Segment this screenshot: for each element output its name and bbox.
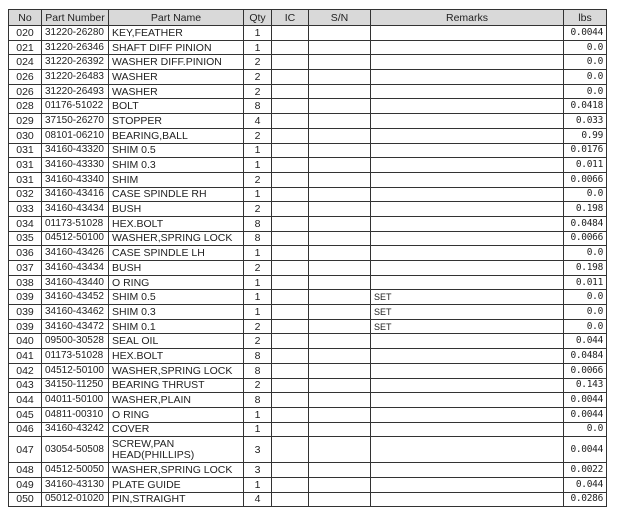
cell-sn (309, 463, 371, 478)
header-lbs: lbs (564, 10, 607, 26)
cell-part-name: HEX.BOLT (109, 349, 244, 364)
cell-remarks (371, 363, 564, 378)
cell-sn (309, 99, 371, 114)
cell-qty: 2 (244, 172, 272, 187)
cell-sn (309, 246, 371, 261)
cell-lbs: 0.143 (564, 378, 607, 393)
cell-part-number: 34160-43242 (42, 422, 109, 437)
cell-no: 031 (9, 172, 42, 187)
cell-no: 037 (9, 261, 42, 276)
cell-ic (272, 26, 309, 41)
cell-lbs: 0.198 (564, 261, 607, 276)
cell-part-name: O RING (109, 275, 244, 290)
cell-lbs: 0.0044 (564, 437, 607, 463)
cell-remarks (371, 216, 564, 231)
cell-sn (309, 290, 371, 305)
cell-ic (272, 437, 309, 463)
cell-sn (309, 422, 371, 437)
table-row (9, 55, 607, 70)
cell-part-number: 34160-43416 (42, 187, 109, 202)
cell-lbs: 0.198 (564, 202, 607, 217)
cell-sn (309, 407, 371, 422)
cell-ic (272, 55, 309, 70)
header-row (9, 10, 607, 26)
cell-remarks (371, 261, 564, 276)
cell-lbs: 0.0484 (564, 349, 607, 364)
table-row (9, 334, 607, 349)
table-row (9, 114, 607, 129)
cell-part-number: 04512-50050 (42, 463, 109, 478)
cell-part-name: SHIM 0.3 (109, 305, 244, 320)
cell-no: 042 (9, 363, 42, 378)
cell-sn (309, 393, 371, 408)
cell-qty: 8 (244, 99, 272, 114)
table-row (9, 349, 607, 364)
table-row (9, 70, 607, 85)
cell-lbs: 0.0044 (564, 26, 607, 41)
cell-sn (309, 275, 371, 290)
cell-sn (309, 26, 371, 41)
cell-ic (272, 128, 309, 143)
cell-qty: 1 (244, 246, 272, 261)
cell-lbs: 0.0066 (564, 172, 607, 187)
cell-qty: 1 (244, 143, 272, 158)
table-row (9, 40, 607, 55)
cell-remarks (371, 492, 564, 507)
cell-part-name: COVER (109, 422, 244, 437)
table-row (9, 99, 607, 114)
cell-lbs: 0.0484 (564, 216, 607, 231)
cell-sn (309, 492, 371, 507)
cell-lbs: 0.0 (564, 290, 607, 305)
cell-qty: 1 (244, 477, 272, 492)
cell-ic (272, 202, 309, 217)
cell-part-name: O RING (109, 407, 244, 422)
cell-ic (272, 231, 309, 246)
cell-no: 050 (9, 492, 42, 507)
cell-remarks (371, 477, 564, 492)
cell-remarks (371, 70, 564, 85)
cell-qty: 2 (244, 84, 272, 99)
cell-no: 041 (9, 349, 42, 364)
cell-part-number: 04512-50100 (42, 231, 109, 246)
cell-qty: 2 (244, 319, 272, 334)
table-row (9, 463, 607, 478)
cell-part-name: WASHER,SPRING LOCK (109, 231, 244, 246)
cell-part-name: BUSH (109, 202, 244, 217)
cell-part-name: SHIM 0.5 (109, 290, 244, 305)
table-row (9, 246, 607, 261)
cell-part-number: 04811-00310 (42, 407, 109, 422)
cell-part-number: 34160-43340 (42, 172, 109, 187)
cell-sn (309, 319, 371, 334)
cell-remarks (371, 231, 564, 246)
cell-part-name: BUSH (109, 261, 244, 276)
cell-qty: 3 (244, 463, 272, 478)
cell-ic (272, 349, 309, 364)
cell-sn (309, 55, 371, 70)
cell-ic (272, 378, 309, 393)
cell-no: 026 (9, 84, 42, 99)
cell-sn (309, 231, 371, 246)
cell-part-number: 34160-43434 (42, 261, 109, 276)
cell-part-number: 34150-11250 (42, 378, 109, 393)
cell-qty: 4 (244, 492, 272, 507)
cell-remarks (371, 172, 564, 187)
table-row (9, 477, 607, 492)
cell-sn (309, 143, 371, 158)
cell-no: 033 (9, 202, 42, 217)
cell-part-name: WASHER,SPRING LOCK (109, 463, 244, 478)
cell-part-number: 31220-26392 (42, 55, 109, 70)
cell-remarks (371, 246, 564, 261)
table-row (9, 305, 607, 320)
cell-qty: 8 (244, 231, 272, 246)
cell-qty: 4 (244, 114, 272, 129)
cell-no: 047 (9, 437, 42, 463)
cell-lbs: 0.044 (564, 334, 607, 349)
cell-ic (272, 305, 309, 320)
cell-lbs: 0.0 (564, 40, 607, 55)
table-row (9, 158, 607, 173)
cell-part-name: CASE SPINDLE LH (109, 246, 244, 261)
cell-remarks (371, 334, 564, 349)
cell-qty: 1 (244, 290, 272, 305)
cell-part-name: SCREW,PAN HEAD(PHILLIPS) (109, 437, 244, 463)
cell-remarks: SET (371, 305, 564, 320)
cell-part-number: 37150-26270 (42, 114, 109, 129)
cell-part-number: 01173-51028 (42, 216, 109, 231)
cell-ic (272, 70, 309, 85)
table-row (9, 26, 607, 41)
cell-sn (309, 437, 371, 463)
cell-lbs: 0.0 (564, 55, 607, 70)
cell-no: 048 (9, 463, 42, 478)
table-row (9, 492, 607, 507)
table-row (9, 378, 607, 393)
cell-sn (309, 128, 371, 143)
cell-qty: 2 (244, 202, 272, 217)
cell-ic (272, 143, 309, 158)
cell-part-number: 01173-51028 (42, 349, 109, 364)
cell-part-name: BOLT (109, 99, 244, 114)
cell-qty: 1 (244, 305, 272, 320)
cell-part-name: BEARING THRUST (109, 378, 244, 393)
cell-part-name: WASHER (109, 84, 244, 99)
cell-lbs: 0.011 (564, 158, 607, 173)
cell-qty: 1 (244, 26, 272, 41)
cell-lbs: 0.0 (564, 422, 607, 437)
cell-qty: 1 (244, 40, 272, 55)
cell-lbs: 0.99 (564, 128, 607, 143)
cell-sn (309, 378, 371, 393)
table-row (9, 128, 607, 143)
cell-part-name: SHAFT DIFF PINION (109, 40, 244, 55)
cell-qty: 1 (244, 187, 272, 202)
cell-ic (272, 187, 309, 202)
cell-part-name: SHIM (109, 172, 244, 187)
cell-qty: 2 (244, 128, 272, 143)
table-row (9, 363, 607, 378)
header-no: No (9, 10, 42, 26)
cell-part-number: 34160-43330 (42, 158, 109, 173)
table-row (9, 261, 607, 276)
table-row (9, 231, 607, 246)
table-row (9, 143, 607, 158)
cell-lbs: 0.0418 (564, 99, 607, 114)
table-row (9, 187, 607, 202)
cell-no: 021 (9, 40, 42, 55)
cell-lbs: 0.0176 (564, 143, 607, 158)
cell-qty: 2 (244, 261, 272, 276)
table-row (9, 437, 607, 463)
cell-part-name: WASHER DIFF.PINION (109, 55, 244, 70)
cell-no: 049 (9, 477, 42, 492)
cell-ic (272, 319, 309, 334)
cell-remarks (371, 187, 564, 202)
cell-part-number: 31220-26280 (42, 26, 109, 41)
cell-remarks (371, 114, 564, 129)
cell-lbs: 0.0 (564, 187, 607, 202)
cell-part-number: 04011-50100 (42, 393, 109, 408)
cell-part-number: 08101-06210 (42, 128, 109, 143)
cell-no: 040 (9, 334, 42, 349)
cell-part-name: SHIM 0.3 (109, 158, 244, 173)
cell-remarks (371, 378, 564, 393)
cell-lbs: 0.0 (564, 84, 607, 99)
cell-ic (272, 477, 309, 492)
cell-ic (272, 216, 309, 231)
cell-lbs: 0.0066 (564, 231, 607, 246)
cell-ic (272, 363, 309, 378)
cell-remarks (371, 275, 564, 290)
cell-qty: 8 (244, 393, 272, 408)
cell-sn (309, 187, 371, 202)
cell-no: 034 (9, 216, 42, 231)
cell-lbs: 0.0022 (564, 463, 607, 478)
cell-ic (272, 407, 309, 422)
cell-lbs: 0.0044 (564, 407, 607, 422)
cell-part-name: KEY,FEATHER (109, 26, 244, 41)
table-row (9, 393, 607, 408)
cell-qty: 2 (244, 334, 272, 349)
header-part-number: Part Number (42, 10, 109, 26)
cell-part-number: 05012-01020 (42, 492, 109, 507)
table-row (9, 172, 607, 187)
cell-ic (272, 393, 309, 408)
cell-part-name: STOPPER (109, 114, 244, 129)
cell-no: 035 (9, 231, 42, 246)
cell-no: 039 (9, 305, 42, 320)
cell-remarks (371, 202, 564, 217)
cell-lbs: 0.044 (564, 477, 607, 492)
cell-no: 031 (9, 143, 42, 158)
cell-qty: 8 (244, 363, 272, 378)
cell-ic (272, 246, 309, 261)
cell-qty: 1 (244, 158, 272, 173)
cell-part-number: 04512-50100 (42, 363, 109, 378)
cell-sn (309, 172, 371, 187)
cell-part-name: PLATE GUIDE (109, 477, 244, 492)
cell-ic (272, 275, 309, 290)
cell-part-number: 31220-26346 (42, 40, 109, 55)
cell-lbs: 0.0044 (564, 393, 607, 408)
cell-part-name: HEX.BOLT (109, 216, 244, 231)
cell-sn (309, 114, 371, 129)
cell-remarks (371, 99, 564, 114)
cell-part-name: WASHER,SPRING LOCK (109, 363, 244, 378)
cell-qty: 2 (244, 55, 272, 70)
cell-lbs: 0.0 (564, 319, 607, 334)
header-part-name: Part Name (109, 10, 244, 26)
cell-no: 024 (9, 55, 42, 70)
cell-lbs: 0.011 (564, 275, 607, 290)
cell-part-name: BEARING,BALL (109, 128, 244, 143)
table-row (9, 407, 607, 422)
cell-part-number: 09500-30528 (42, 334, 109, 349)
cell-sn (309, 70, 371, 85)
cell-sn (309, 216, 371, 231)
cell-sn (309, 305, 371, 320)
cell-no: 038 (9, 275, 42, 290)
cell-ic (272, 114, 309, 129)
cell-qty: 8 (244, 216, 272, 231)
cell-remarks (371, 437, 564, 463)
cell-lbs: 0.0286 (564, 492, 607, 507)
cell-qty: 1 (244, 422, 272, 437)
cell-qty: 8 (244, 349, 272, 364)
cell-qty: 3 (244, 437, 272, 463)
cell-remarks (371, 463, 564, 478)
cell-part-number: 31220-26483 (42, 70, 109, 85)
cell-part-number: 34160-43440 (42, 275, 109, 290)
cell-ic (272, 463, 309, 478)
cell-part-number: 34160-43320 (42, 143, 109, 158)
cell-part-number: 03054-50508 (42, 437, 109, 463)
cell-sn (309, 477, 371, 492)
cell-sn (309, 158, 371, 173)
cell-part-number: 34160-43434 (42, 202, 109, 217)
table-row (9, 275, 607, 290)
cell-part-number: 34160-43472 (42, 319, 109, 334)
cell-part-number: 34160-43130 (42, 477, 109, 492)
cell-no: 044 (9, 393, 42, 408)
cell-no: 045 (9, 407, 42, 422)
cell-ic (272, 261, 309, 276)
cell-part-number: 01176-51022 (42, 99, 109, 114)
cell-sn (309, 40, 371, 55)
cell-no: 036 (9, 246, 42, 261)
cell-no: 032 (9, 187, 42, 202)
header-ic: IC (272, 10, 309, 26)
cell-qty: 2 (244, 70, 272, 85)
cell-lbs: 0.0066 (564, 363, 607, 378)
cell-remarks (371, 422, 564, 437)
cell-sn (309, 84, 371, 99)
cell-no: 030 (9, 128, 42, 143)
cell-part-number: 34160-43426 (42, 246, 109, 261)
cell-remarks (371, 158, 564, 173)
header-remarks: Remarks (371, 10, 564, 26)
cell-remarks (371, 407, 564, 422)
cell-sn (309, 349, 371, 364)
cell-remarks: SET (371, 290, 564, 305)
cell-sn (309, 363, 371, 378)
cell-remarks (371, 40, 564, 55)
cell-remarks (371, 55, 564, 70)
cell-lbs: 0.0 (564, 305, 607, 320)
table-row (9, 319, 607, 334)
cell-ic (272, 172, 309, 187)
cell-lbs: 0.0 (564, 246, 607, 261)
cell-no: 028 (9, 99, 42, 114)
cell-ic (272, 422, 309, 437)
cell-remarks (371, 143, 564, 158)
cell-qty: 1 (244, 275, 272, 290)
cell-remarks (371, 128, 564, 143)
cell-part-name: CASE SPINDLE RH (109, 187, 244, 202)
cell-remarks: SET (371, 319, 564, 334)
table-row (9, 216, 607, 231)
cell-no: 039 (9, 319, 42, 334)
cell-qty: 1 (244, 407, 272, 422)
cell-part-name: WASHER (109, 70, 244, 85)
cell-ic (272, 158, 309, 173)
cell-remarks (371, 26, 564, 41)
cell-ic (272, 290, 309, 305)
cell-part-number: 31220-26493 (42, 84, 109, 99)
cell-part-number: 34160-43462 (42, 305, 109, 320)
cell-ic (272, 99, 309, 114)
cell-part-name: SEAL OIL (109, 334, 244, 349)
cell-no: 043 (9, 378, 42, 393)
cell-no: 046 (9, 422, 42, 437)
cell-ic (272, 492, 309, 507)
cell-remarks (371, 84, 564, 99)
cell-part-number: 34160-43452 (42, 290, 109, 305)
cell-part-name: WASHER,PLAIN (109, 393, 244, 408)
cell-no: 020 (9, 26, 42, 41)
cell-ic (272, 84, 309, 99)
cell-remarks (371, 393, 564, 408)
cell-sn (309, 334, 371, 349)
cell-lbs: 0.0 (564, 70, 607, 85)
cell-ic (272, 334, 309, 349)
cell-part-name: PIN,STRAIGHT (109, 492, 244, 507)
cell-sn (309, 202, 371, 217)
cell-no: 026 (9, 70, 42, 85)
header-sn: S/N (309, 10, 371, 26)
cell-sn (309, 261, 371, 276)
cell-part-name: SHIM 0.1 (109, 319, 244, 334)
cell-lbs: 0.033 (564, 114, 607, 129)
cell-no: 029 (9, 114, 42, 129)
parts-table (8, 9, 607, 507)
cell-no: 039 (9, 290, 42, 305)
table-row (9, 84, 607, 99)
cell-ic (272, 40, 309, 55)
table-row (9, 422, 607, 437)
cell-remarks (371, 349, 564, 364)
cell-no: 031 (9, 158, 42, 173)
table-row (9, 202, 607, 217)
cell-part-name: SHIM 0.5 (109, 143, 244, 158)
header-qty: Qty (244, 10, 272, 26)
cell-qty: 2 (244, 378, 272, 393)
table-row (9, 290, 607, 305)
